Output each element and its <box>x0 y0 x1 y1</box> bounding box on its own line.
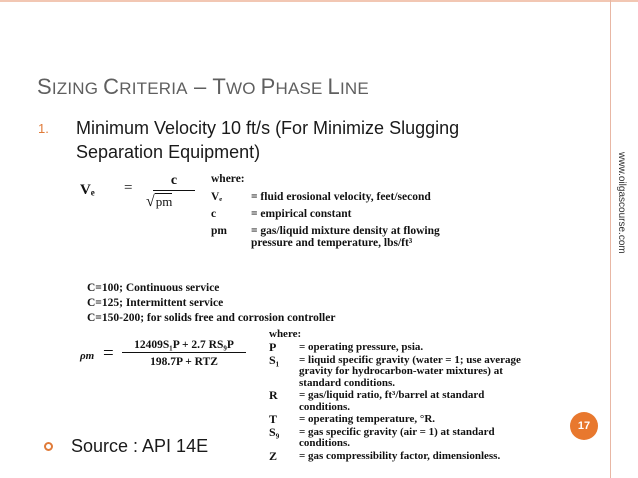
website-url: www.oilgascourse.com <box>616 152 627 254</box>
definition-text: = gas/liquid ratio, ft³/barrel at standard conditions. <box>299 389 485 413</box>
right-divider <box>610 0 611 478</box>
definition-row <box>269 424 529 450</box>
formula1-where-label: where: <box>211 173 245 185</box>
definition-symbol: c <box>211 208 217 220</box>
ring-bullet-icon <box>44 442 53 451</box>
formula1-denominator-text: pm <box>155 194 173 209</box>
definition-symbol: S₁ <box>269 352 280 367</box>
definition-text: = liquid specific gravity (water = 1; use average gravity for hydrocarbon-water mixtures) at standard conditions. <box>299 353 521 389</box>
formula2-equals: = <box>103 343 114 364</box>
source-bullet <box>44 434 208 458</box>
c-value-item: C=100; Continuous service <box>87 282 220 294</box>
formula1-numerator: c <box>153 173 195 191</box>
c-values-list <box>87 281 335 326</box>
formula1-definitions <box>211 173 471 254</box>
definition-text: = operating pressure, psia. <box>299 341 424 353</box>
list-item-text: Minimum Velocity 10 ft/s (For Minimize Slugging Separation Equipment) <box>76 118 460 162</box>
page-number-badge: 17 <box>570 412 598 440</box>
formula1-lhs: Vₑ <box>80 182 95 198</box>
definition-row <box>269 342 529 354</box>
formula2-lhs: ρm <box>80 350 95 362</box>
formula2-definitions <box>269 328 529 463</box>
definition-symbol: P <box>269 340 277 354</box>
definition-text: = gas specific gravity (air = 1) at standard conditions. <box>299 425 495 449</box>
definition-symbol: T <box>269 412 278 426</box>
definition-row <box>269 414 529 426</box>
formula2-where-label: where: <box>269 328 302 340</box>
formula2-numerator: 12409S₁P + 2.7 RS₉P <box>122 339 246 353</box>
definition-row <box>269 390 529 413</box>
definition-symbol: Vₑ <box>211 191 223 203</box>
definition-row <box>269 352 529 390</box>
definition-symbol: S₉ <box>269 424 280 439</box>
formula2-denominator: 198.7P + RTZ <box>150 356 218 368</box>
definition-text: = operating temperature, °R. <box>299 413 436 425</box>
definition-row <box>211 191 471 203</box>
definition-row <box>211 208 471 220</box>
source-label: Source : API 14E <box>71 435 209 456</box>
list-number: 1. <box>38 121 49 136</box>
definition-row <box>211 225 471 249</box>
formula1-denominator <box>146 193 172 211</box>
formula1-equals: = <box>124 180 133 196</box>
definition-symbol: Z <box>269 448 278 463</box>
definition-text: = gas compressibility factor, dimensionless. <box>299 449 501 462</box>
c-value-item: C=125; Intermittent service <box>87 297 224 309</box>
c-value-item: C=150-200; for solids free and corrosion controller <box>87 312 336 324</box>
slide-title: SIZING CRITERIA – TWO PHASE LINE <box>37 74 369 99</box>
erosional-velocity-formula <box>80 173 600 266</box>
definition-symbol: pm <box>211 225 227 237</box>
definition-symbol: R <box>269 388 278 402</box>
top-border <box>0 0 638 2</box>
definition-text: = empirical constant <box>251 208 352 220</box>
definition-text: = gas/liquid mixture density at flowing pressure and temperature, lbs/ft³ <box>251 225 440 249</box>
definition-text: = fluid erosional velocity, feet/second <box>251 191 431 203</box>
sqrt-icon: √ <box>146 193 155 210</box>
definition-row <box>269 448 529 463</box>
